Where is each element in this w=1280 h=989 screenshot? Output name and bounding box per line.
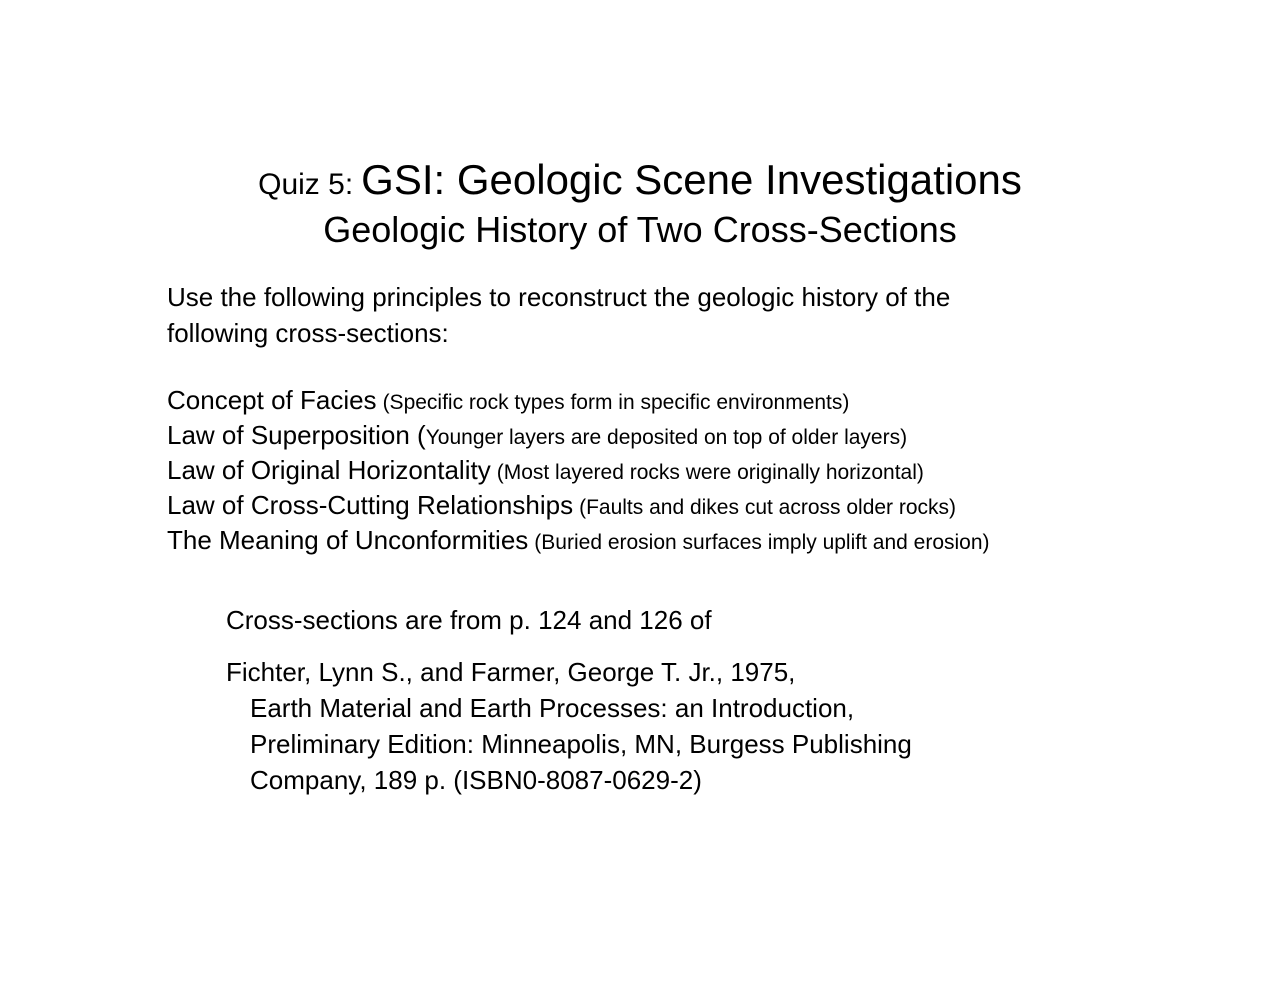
title-main: GSI: Geologic Scene Investigations (361, 156, 1022, 203)
citation-line: Company, 189 p. (ISBN0-8087-0629-2) (250, 765, 702, 795)
principle-facies (167, 383, 1267, 418)
source-section (226, 602, 1226, 798)
principle-unconformities (167, 523, 1267, 558)
principle-name: Law of Original Horizontality (167, 455, 491, 485)
principle-description: Younger layers are deposited on top of older layers) (425, 426, 908, 449)
citation-line: Fichter, Lynn S., and Farmer, George T. Jr., 1975, (226, 657, 796, 687)
page-subtitle: Geologic History of Two Cross-Sections (323, 209, 957, 250)
quiz-label: Quiz 5: (258, 168, 354, 201)
intro-paragraph (167, 279, 1167, 351)
intro-line: Use the following principles to reconstruct the geologic history of the (167, 282, 951, 312)
source-intro: Cross-sections are from p. 124 and 126 of (226, 605, 712, 635)
principle-cross-cutting (167, 488, 1267, 523)
principle-description: (Buried erosion surfaces imply uplift and erosion) (534, 531, 990, 554)
citation (226, 654, 1226, 798)
principle-name: Law of Superposition ( (167, 420, 426, 450)
intro-line: following cross-sections: (167, 318, 449, 348)
principle-original-horizontality (167, 453, 1267, 488)
principle-description: (Faults and dikes cut across older rocks) (579, 496, 957, 519)
principle-name: Concept of Facies (167, 385, 377, 415)
principle-superposition (167, 418, 1267, 453)
citation-line: Earth Material and Earth Processes: an Introduction, (250, 693, 855, 723)
principles-list (167, 383, 1267, 558)
principle-description: (Specific rock types form in specific environments) (382, 391, 850, 414)
principle-name: The Meaning of Unconformities (167, 525, 529, 555)
citation-line: Preliminary Edition: Minneapolis, MN, Burgess Publishing (250, 729, 912, 759)
principle-name: Law of Cross-Cutting Relationships (167, 490, 574, 520)
principle-description: (Most layered rocks were originally horizontal) (496, 461, 924, 484)
